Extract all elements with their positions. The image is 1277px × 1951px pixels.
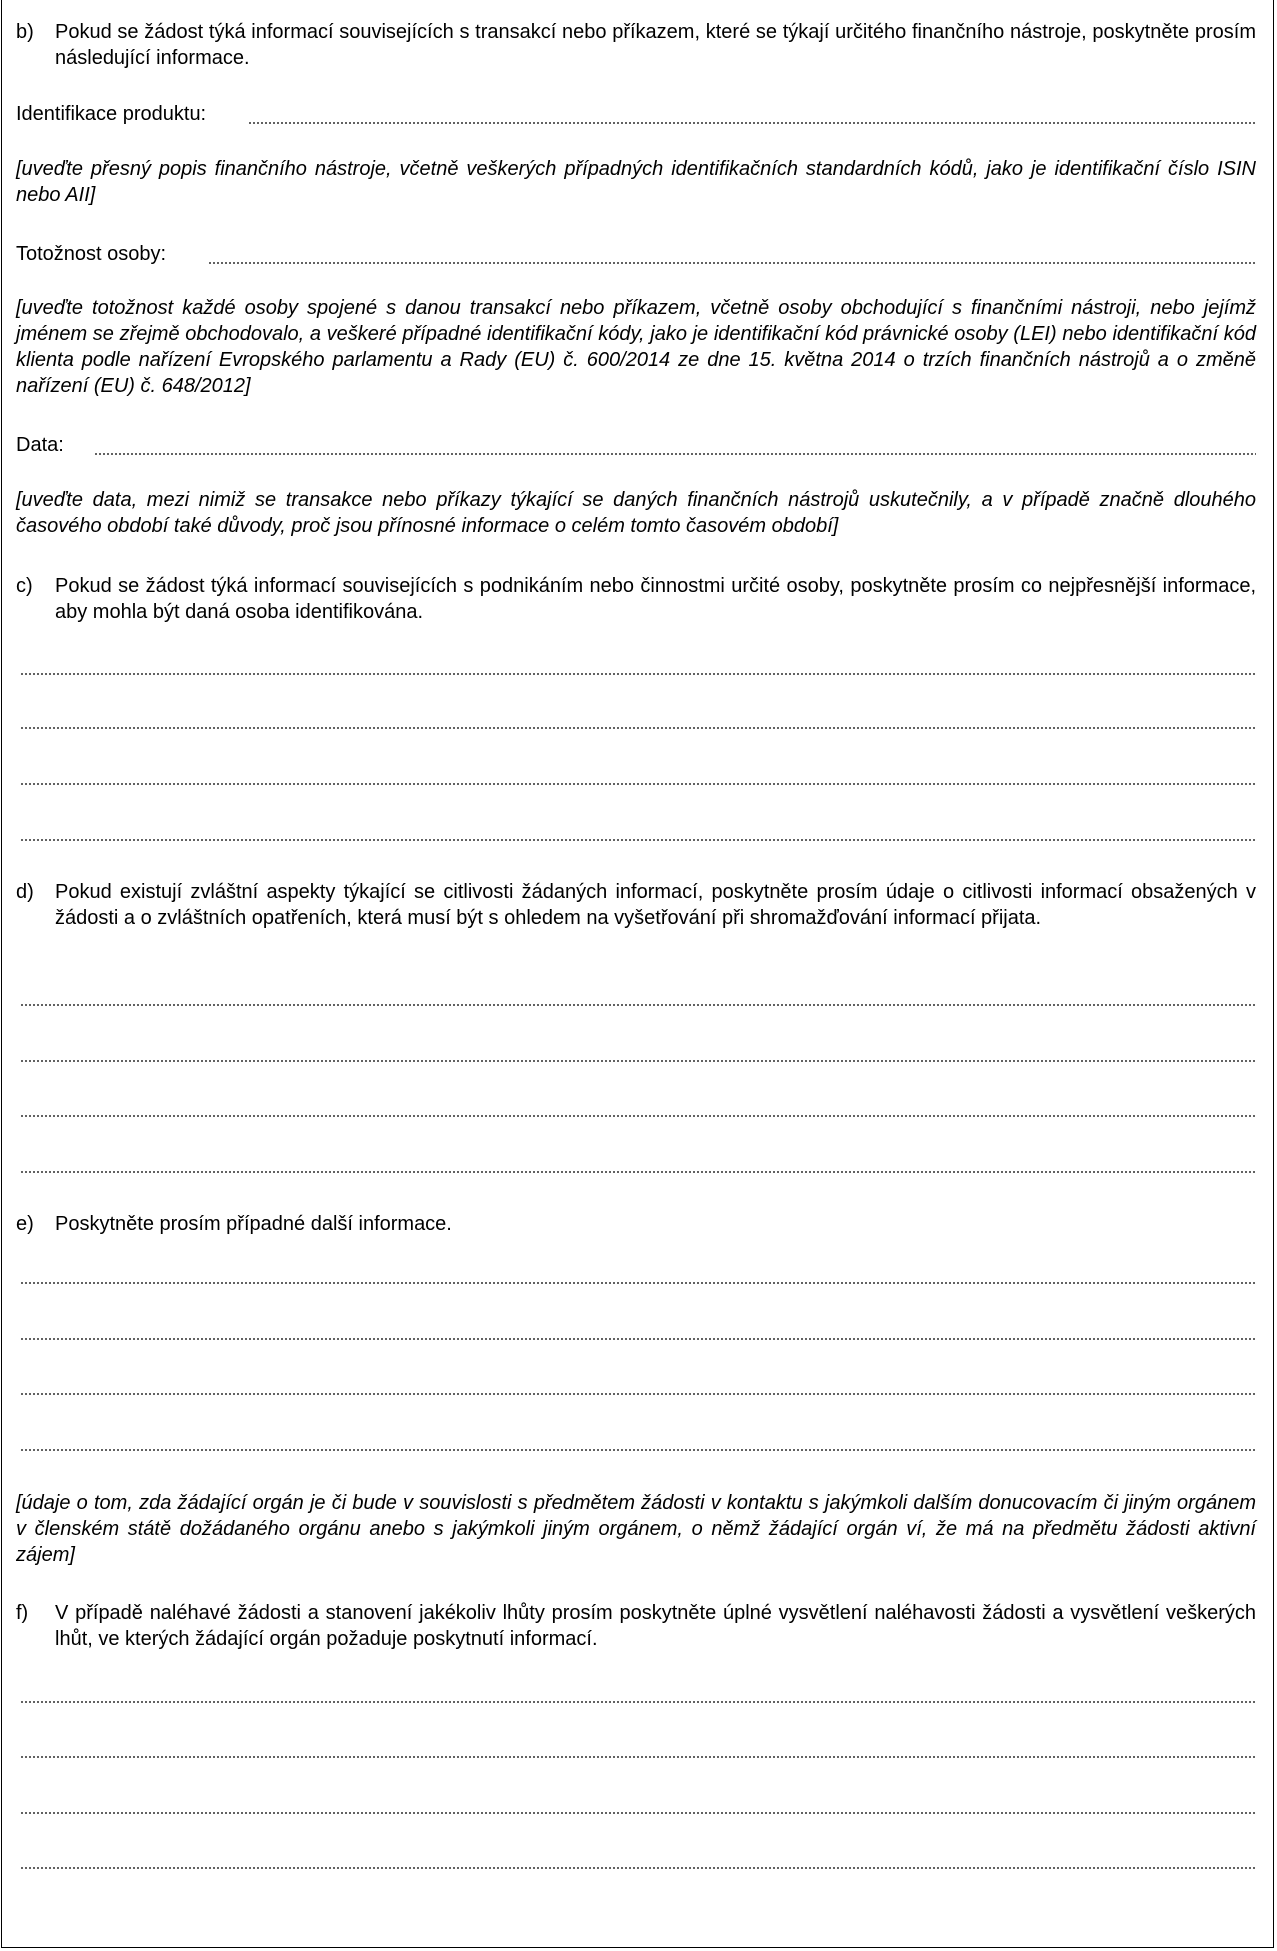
person-identity-label: Totožnost osoby:	[16, 243, 167, 265]
section-b-label: b)	[16, 21, 34, 43]
section-e-answer-line[interactable]	[20, 1282, 1256, 1284]
person-identity-note: [uveďte totožnost každé osoby spojené s danou transakcí nebo příkazem, včetně osoby obchodující s finančními nástroji, nebo jejímž jménem se zřejmě obchodovalo, a veškeré případné identifikační kódy, jako je identifikační kód právnické osoby (LEI) nebo identifikační kód klienta podle nařízení Evropského parlamentu a Rady (EU) č. 600/2014 ze dne 15. května 2014 o trzích finančních nástrojů a o změně nařízení (EU) č. 648/2012]	[16, 297, 1256, 397]
form-frame	[1, 0, 1274, 1948]
section-c-answer-line[interactable]	[20, 839, 1256, 841]
section-c-answer-line[interactable]	[20, 727, 1256, 729]
section-f-label: f)	[16, 1602, 29, 1624]
section-f-text: V případě naléhavé žádosti a stanovení jakékoliv lhůty prosím poskytněte úplné vysvětlení naléhavosti žádosti a vysvětlení veškerých lhůt, ve kterých žádající orgán požaduje poskytnutí informací.	[55, 1602, 1256, 1650]
section-c-answer-line[interactable]	[20, 783, 1256, 785]
person-identity-input[interactable]	[208, 262, 1256, 264]
section-d-answer-line[interactable]	[20, 1060, 1256, 1062]
section-d-answer-line[interactable]	[20, 1171, 1256, 1173]
product-identification-label: Identifikace produktu:	[16, 103, 207, 125]
section-e-answer-line[interactable]	[20, 1338, 1256, 1340]
section-d-answer-line[interactable]	[20, 1004, 1256, 1006]
section-d	[16, 879, 1256, 931]
product-identification-row	[16, 101, 1256, 127]
section-e-answer-line[interactable]	[20, 1449, 1256, 1451]
product-identification-note: [uveďte přesný popis finančního nástroje, včetně veškerých případných identifikačních standardních kódů, jako je identifikační číslo ISIN nebo AII]	[16, 158, 1256, 206]
section-d-label: d)	[16, 881, 34, 903]
section-c	[16, 573, 1256, 625]
section-d-text: Pokud existují zvláštní aspekty týkající se citlivosti žádaných informací, poskytněte prosím údaje o citlivosti informací obsažených v žádosti a o zvláštních opatřeních, která musí být s ohledem na vyšetřování při shromažďování informací přijata.	[55, 881, 1256, 929]
section-c-text: Pokud se žádost týká informací souvisejících s podnikáním nebo činnostmi určité osoby, poskytněte prosím co nejpřesnější informace, aby mohla být daná osoba identifikována.	[55, 575, 1256, 623]
section-e-label: e)	[16, 1213, 34, 1235]
dates-note: [uveďte data, mezi nimiž se transakce nebo příkazy týkající se daných finančních nástrojů uskutečnily, a v případě značně dlouhého časového období také důvody, proč jsou přínosné informace o celém tomto časovém období]	[16, 489, 1256, 537]
dates-row	[16, 432, 1256, 458]
section-d-answer-line[interactable]	[20, 1115, 1256, 1117]
section-b-text: Pokud se žádost týká informací souvisejících s transakcí nebo příkazem, které se týkají určitého finančního nástroje, poskytněte prosím následující informace.	[55, 21, 1256, 69]
dates-input[interactable]	[94, 453, 1256, 455]
section-f-answer-line[interactable]	[20, 1756, 1256, 1758]
section-f-answer-line[interactable]	[20, 1701, 1256, 1703]
product-identification-input[interactable]	[248, 122, 1256, 124]
section-f-answer-line[interactable]	[20, 1812, 1256, 1814]
section-c-label: c)	[16, 575, 33, 597]
section-e-answer-line[interactable]	[20, 1393, 1256, 1395]
section-c-answer-line[interactable]	[20, 673, 1256, 675]
section-b	[16, 19, 1256, 71]
dates-label: Data:	[16, 434, 64, 456]
section-e-text: Poskytněte prosím případné další informace.	[55, 1213, 452, 1235]
section-e	[16, 1211, 1256, 1237]
section-f	[16, 1600, 1256, 1652]
person-identity-row	[16, 241, 1256, 267]
section-e-note: [údaje o tom, zda žádající orgán je či bude v souvislosti s předmětem žádosti v kontaktu s jakýmkoli dalším donucovacím či jiným orgánem v členském státě dožádaného orgánu anebo s jakýmkoli jiným orgánem, o němž žádající orgán ví, že má na předmětu žádosti aktivní zájem]	[16, 1492, 1256, 1566]
section-f-answer-line[interactable]	[20, 1867, 1256, 1869]
